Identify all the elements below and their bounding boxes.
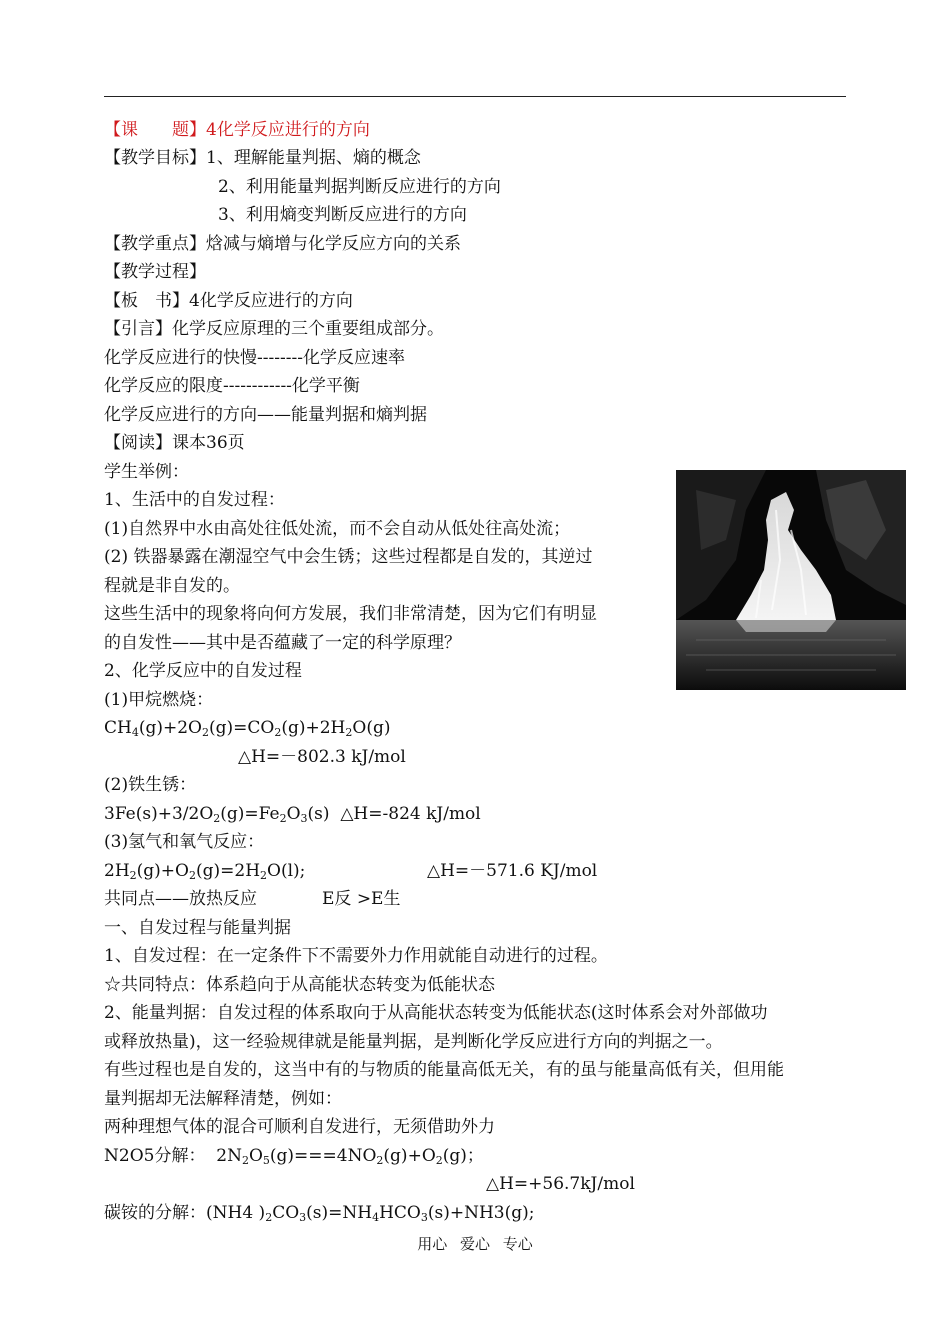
formula-text: (s)+NH3(g);: [427, 1203, 535, 1223]
formula-text: (s)=NH: [306, 1203, 373, 1223]
intro-line: [104, 318, 444, 340]
formula-subscript: 2: [260, 869, 268, 882]
board-label: 【板 书】: [104, 291, 189, 311]
reaction-2-enthalpy: △H=-824 kJ/mol: [340, 804, 481, 824]
formula-text: (g)===4NO: [269, 1146, 377, 1166]
life-heading: 1、生活中的自发过程：: [104, 490, 285, 510]
formula-subscript: 2: [345, 726, 353, 739]
carbonate-equation: [104, 1202, 534, 1224]
life-example-3b: 的自发性——其中是否蕴藏了一定的科学原理？: [104, 633, 461, 653]
reaction-1-enthalpy: △H=－802.3 kJ/mol: [238, 747, 406, 767]
life-example-1: (1)自然界中水由高处往低处流，而不会自动从低处往高处流；: [104, 519, 571, 539]
reaction-2-label: (2)铁生锈：: [104, 775, 197, 795]
n2o5-label: N2O5分解：: [104, 1146, 206, 1166]
board-text: 4化学反应进行的方向: [189, 291, 353, 311]
lesson-title: [104, 119, 370, 141]
formula-subscript: 2: [279, 812, 287, 825]
exception-note-b: 量判据却无法解释清楚，例如：: [104, 1089, 342, 1109]
formula-subscript: 3: [420, 1211, 428, 1224]
formula-subscript: 2: [188, 869, 196, 882]
intro-label: 【引言】: [104, 319, 172, 339]
intro-part-2: 化学反应的限度------------化学平衡: [104, 376, 360, 396]
formula-subscript: 2: [213, 812, 221, 825]
reaction-3-label: (3)氢气和氧气反应：: [104, 832, 265, 852]
objectives-line-1: [104, 147, 421, 169]
objectives-label: 【教学目标】: [104, 148, 206, 168]
intro-part-1: 化学反应进行的快慢--------化学反应速率: [104, 348, 405, 368]
formula-text: (g)+O: [136, 861, 189, 881]
life-example-2a: (2) 铁器暴露在潮湿空气中会生锈；这些过程都是自发的，其逆过: [104, 547, 593, 567]
n2o5-enthalpy: △H=+56.7kJ/mol: [486, 1174, 635, 1194]
formula-text: O: [248, 1146, 263, 1166]
formula-text: CH: [104, 718, 132, 738]
process-label: 【教学过程】: [104, 262, 206, 282]
formula-subscript: 2: [376, 1154, 384, 1167]
waterfall-image: [676, 470, 906, 690]
energy-criterion-b: 或释放热量)，这一经验规律就是能量判据，是判断化学反应进行方向的判据之一。: [104, 1032, 723, 1052]
formula-text: (NH4 ): [206, 1203, 266, 1223]
formula-text: 3Fe(s)+3/2O: [104, 804, 214, 824]
formula-subscript: 3: [299, 1211, 307, 1224]
formula-text: 2H: [104, 861, 130, 881]
objective-item: 3、利用熵变判断反应进行的方向: [218, 205, 467, 225]
reading-label: 【阅读】: [104, 433, 172, 453]
formula-text: (s): [307, 804, 330, 824]
formula-text: (g)=CO: [209, 718, 275, 738]
exception-note-a: 有些过程也是自发的，这当中有的与物质的能量高低无关，有的虽与能量高低有关，但用能: [104, 1060, 784, 1080]
examples-intro: 学生举例：: [104, 462, 189, 482]
energy-criterion-a: 2、能量判据：自发过程的体系取向于从高能状态转变为低能状态(这时体系会对外部做功: [104, 1003, 768, 1023]
objectives-line-3: [218, 204, 467, 226]
formula-text: CO: [272, 1203, 300, 1223]
life-example-2b: 程就是非自发的。: [104, 576, 240, 596]
section-1-heading: 一、自发过程与能量判据: [104, 918, 291, 938]
key-point: [104, 233, 461, 255]
board-line: [104, 290, 353, 312]
formula-text: O(g): [352, 718, 391, 738]
waterfall-illustration: [676, 470, 906, 690]
intro-part-3: 化学反应进行的方向——能量判据和熵判据: [104, 405, 427, 425]
reaction-2-equation: [104, 803, 481, 825]
formula-text: (g)=Fe: [220, 804, 280, 824]
formula-subscript: 2: [241, 1154, 249, 1167]
key-point-text: 焓减与熵增与化学反应方向的关系: [206, 234, 461, 254]
chem-heading: 2、化学反应中的自发过程: [104, 661, 302, 681]
objectives-line-2: [218, 176, 501, 198]
reaction-3-equation: [104, 860, 305, 882]
carbonate-label: 碳铵的分解：: [104, 1203, 206, 1223]
formula-text: 2N: [216, 1146, 242, 1166]
common-feature: ☆共同特点：体系趋向于从高能状态转变为低能状态: [104, 975, 495, 995]
reading-text: 课本36页: [172, 433, 245, 453]
common-point-label: 共同点——放热反应: [104, 889, 257, 909]
formula-subscript: 4: [372, 1211, 380, 1224]
spontaneous-definition: 1、自发过程：在一定条件下不需要外力作用就能自动进行的过程。: [104, 946, 608, 966]
title-text: 4化学反应进行的方向: [206, 120, 370, 140]
title-label: 【课 题】: [104, 120, 206, 140]
formula-subscript: 2: [129, 869, 137, 882]
page-footer: 用心 爱心 专心: [417, 1235, 533, 1253]
formula-subscript: 2: [265, 1211, 273, 1224]
objective-item: 1、理解能量判据、熵的概念: [206, 148, 421, 168]
reaction-1-equation: [104, 717, 390, 739]
formula-text: HCO: [379, 1203, 421, 1223]
formula-subscript: 2: [274, 726, 282, 739]
reaction-1-label: (1)甲烷燃烧：: [104, 690, 214, 710]
reaction-3-enthalpy: △H=－571.6 KJ/mol: [427, 861, 598, 881]
objective-item: 2、利用能量判据判断反应进行的方向: [218, 177, 501, 197]
reading-line: [104, 432, 245, 454]
formula-text: (g)=2H: [195, 861, 261, 881]
formula-text: (g)+2H: [281, 718, 346, 738]
formula-subscript: 4: [131, 726, 139, 739]
formula-subscript: 2: [435, 1154, 443, 1167]
formula-text: O(l);: [267, 861, 306, 881]
header-rule: [104, 96, 846, 97]
formula-text: (g)+2O: [138, 718, 202, 738]
formula-subscript: 5: [262, 1154, 270, 1167]
formula-subscript: 3: [300, 812, 308, 825]
formula-text: (g)+O: [383, 1146, 436, 1166]
energy-comparison: E反 >E生: [322, 889, 401, 909]
key-point-label: 【教学重点】: [104, 234, 206, 254]
formula-text: O: [286, 804, 301, 824]
life-example-3a: 这些生活中的现象将向何方发展，我们非常清楚，因为它们有明显: [104, 604, 597, 624]
n2o5-equation: [104, 1145, 484, 1167]
intro-text: 化学反应原理的三个重要组成部分。: [172, 319, 444, 339]
ideal-gas-example: 两种理想气体的混合可顺利自发进行，无须借助外力: [104, 1117, 495, 1137]
formula-text: (g)；: [442, 1146, 484, 1166]
formula-subscript: 2: [202, 726, 209, 739]
